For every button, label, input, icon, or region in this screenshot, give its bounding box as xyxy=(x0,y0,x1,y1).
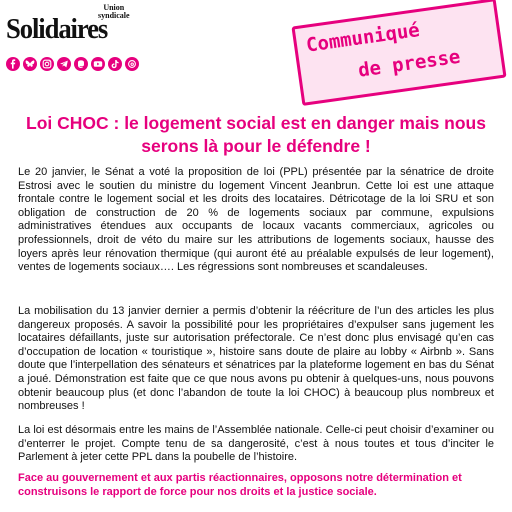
document-title: Loi CHOC : le logement social est en danger mais nous serons là pour le défendre ! xyxy=(26,113,486,156)
paragraph-2: La mobilisation du 13 janvier dernier a permis d’obtenir la réécriture de l’un des articles les plus dangereux proposés. A savoir la possibilité pour les propriétaires d’expulser sans jugement les locataires défaillants, juste sur autorisation préfectorale. Ce n’est donc plus envisagé qu’en cas d’occupation de location « touristique », histoire sans doute de plaire au lobby « Airbnb ». Sans doute que l’interpellation des sénateurs et sénatrices par la plateforme logement en bas du Sénat a joué. Démonstration est faite que ce que nous avons pu obtenir à quelques-uns, nous pouvons obtenir beaucoup plus (et donc l’abandon de toute la loi CHOC) à beaucoup plus nombreux et nombreuses ! xyxy=(18,305,494,413)
telegram-icon[interactable] xyxy=(57,57,71,71)
paragraph-1: Le 20 janvier, le Sénat a voté la proposition de loi (PPL) présentée par la sénatrice de droite Estrosi avec le soutien du ministre du logement Vincent Jeanbrun. Cette loi est une attaque frontale contre le logement social et les droits des locataires. Détricotage de la loi SRU et son obligation de construction de 20 % de logements sociaux par commune, expulsions administratives étendues aux occupants de locaux vacants commerciaux, agricoles ou professionnels, droit de véto du maire sur les attributions de logements sociaux, hausse des loyers après leur rénovation thermique (qui auront été au préalable expulsés de leur logement), ventes de logements sociaux…. Les régressions sont nombreuses et scandaleuses. xyxy=(18,166,494,274)
youtube-icon[interactable] xyxy=(91,57,105,71)
tiktok-icon[interactable] xyxy=(108,57,122,71)
social-links xyxy=(6,57,139,71)
facebook-icon[interactable] xyxy=(6,57,20,71)
logo-wordmark: Solidaires xyxy=(6,13,108,45)
stamp-line-2: de presse xyxy=(356,45,462,82)
closing-statement: Face au gouvernement et aux partis réactionnaires, opposons notre détermination et construisons le rapport de force pour nos droits et la justice sociale. xyxy=(18,472,462,498)
logo-union-text: Union syndicale xyxy=(98,3,130,20)
stamp-line-1: Communiqué xyxy=(304,19,422,57)
instagram-icon[interactable] xyxy=(40,57,54,71)
mastodon-icon[interactable] xyxy=(74,57,88,71)
paragraph-3: La loi est désormais entre les mains de l’Assemblée nationale. Celle-ci peut choisir d’examiner ou d’enterrer le projet. Compte tenu de sa dangerosité, c’est à nous toutes et tous d’inciter le Parlement à jeter cette PPL dans la poubelle de l’histoire. xyxy=(18,424,494,464)
threads-icon[interactable] xyxy=(125,57,139,71)
communique-stamp xyxy=(291,0,506,106)
bluesky-icon[interactable] xyxy=(23,57,37,71)
header xyxy=(0,0,512,100)
